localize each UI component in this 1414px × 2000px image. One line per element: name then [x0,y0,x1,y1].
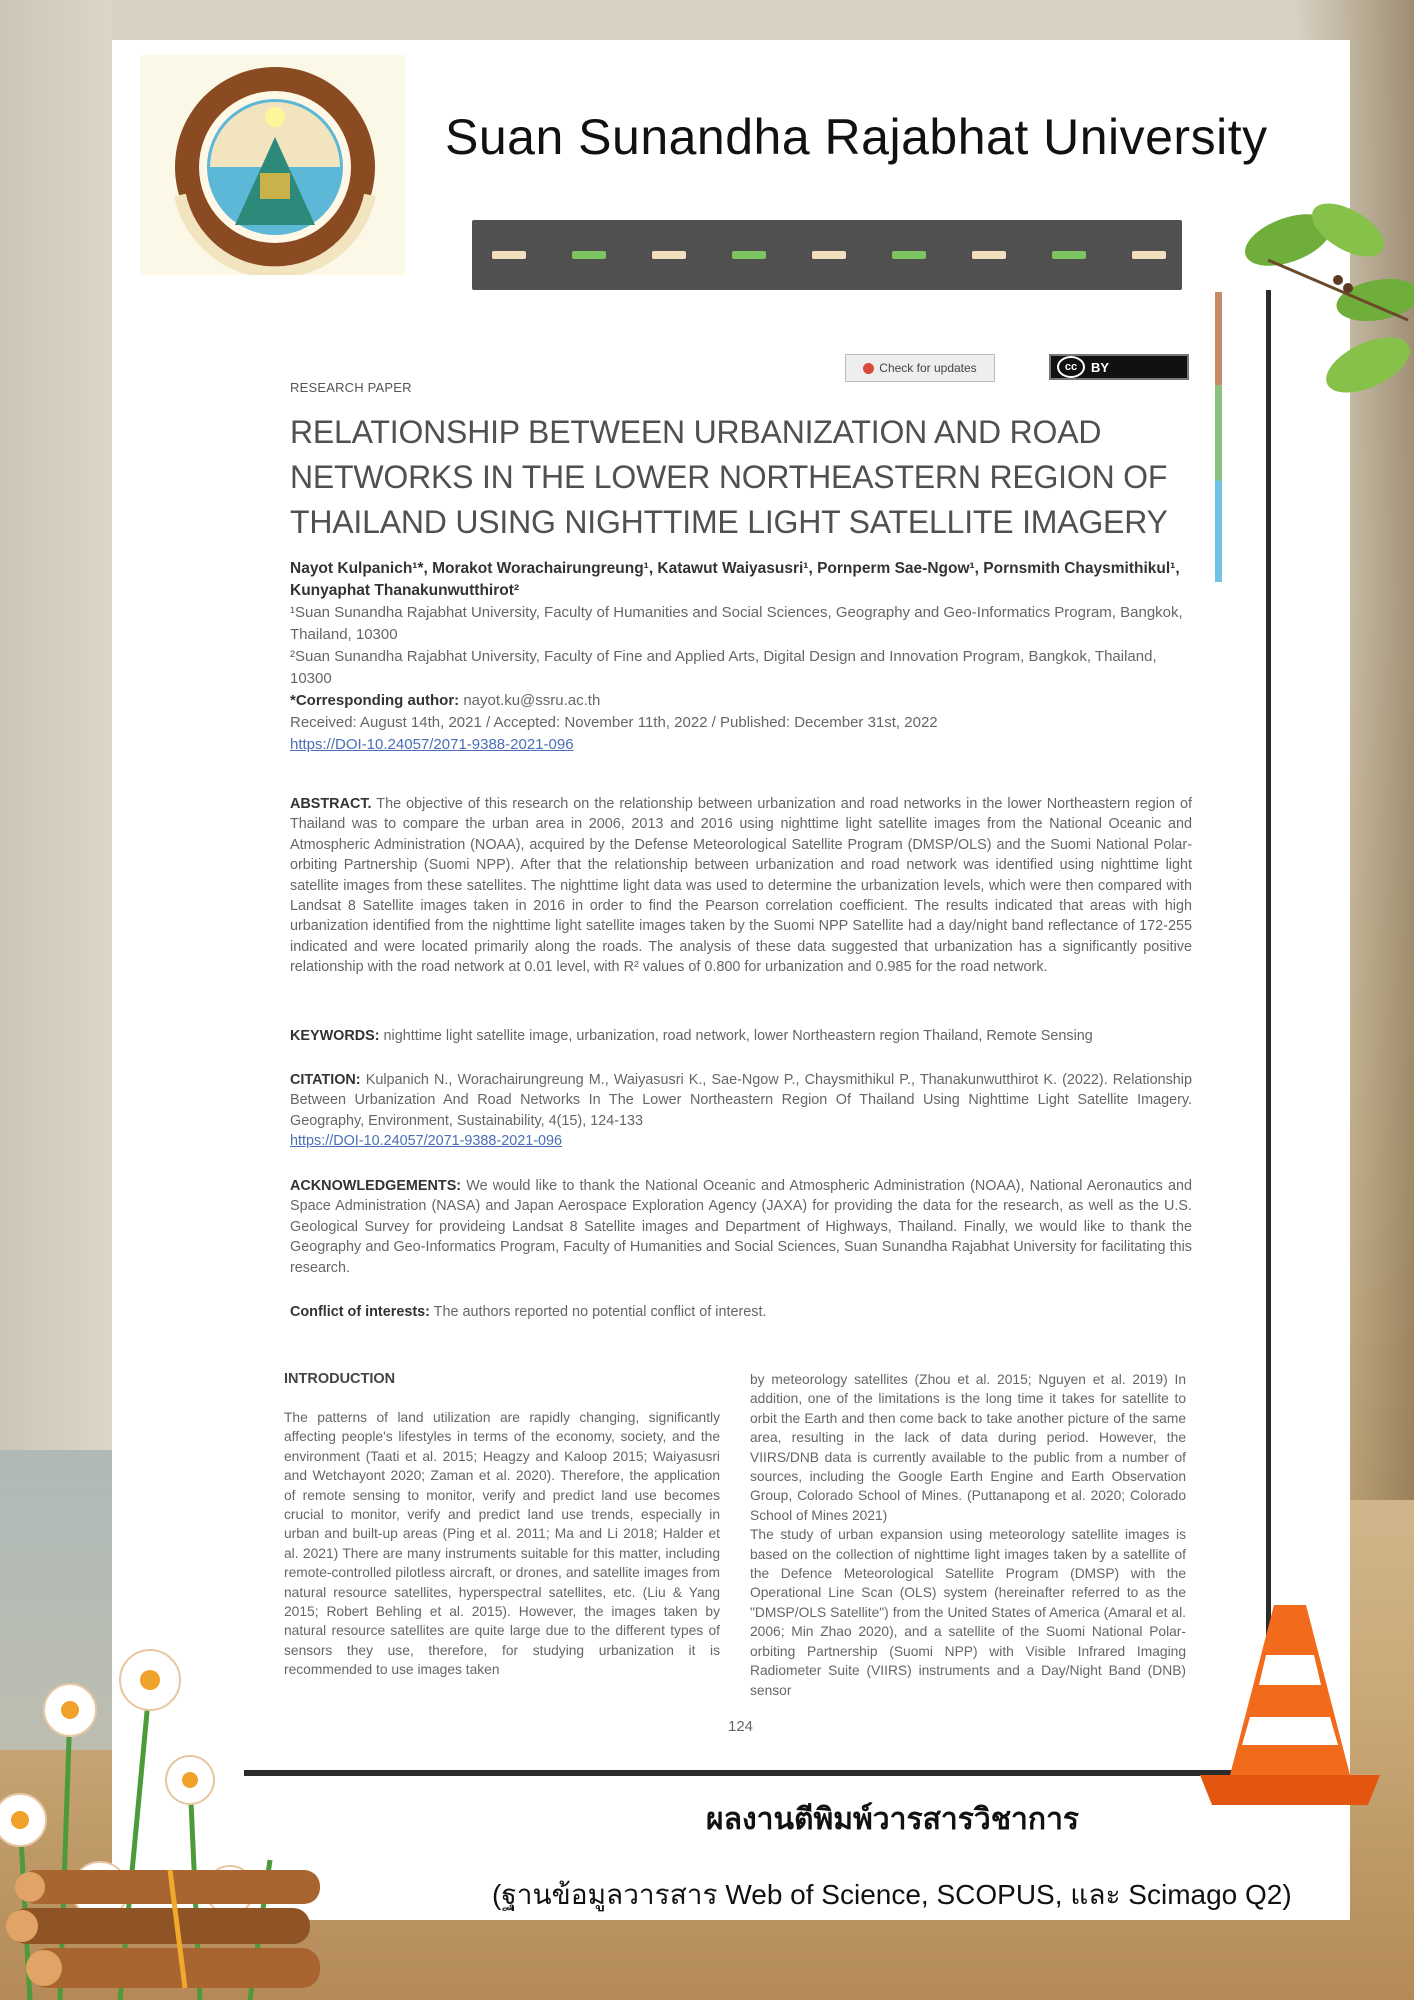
road-dash [652,251,686,259]
citation [290,1070,1192,1152]
ack-text: We would like to thank the National Oceanic and Atmospheric Administration (NOAA), National Aeronautics and Space Administration (NASA) and Japan Aerospace Exploration Agency (JAXA) for providing the data for the research, as well as the U.S. Geological Survey for provideing Landsat 8 Satellite images and Department of Highways, Thailand. Finally, we would like to thank the Geography and Geo-Informatics Program, Faculty of Humanities and Social Sciences, Suan Sunandha Rajabhat University for facilitating this research. [290,1178,1193,1276]
conflict-text: The authors reported no potential conflict of interest. [433,1304,767,1320]
traffic-cone-icon [1200,1605,1380,1810]
road-dash [1052,251,1086,259]
affiliation-1: ¹Suan Sunandha Rajabhat University, Faculty of Humanities and Social Sciences, Geography and Geo-Informatics Program, Bangkok, Thailand, 10300 [290,604,1183,643]
license-label: BY [1091,359,1110,375]
university-title: Suan Sunandha Rajabhat University [445,109,1268,165]
update-icon [863,363,874,374]
road-dash [732,251,766,259]
corresponding-label: *Corresponding author: [290,692,460,709]
introduction-column-right: by meteorology satellites (Zhou et al. 2015; Nguyen et al. 2019) In addition, one of the limitations is the long time it takes for satellite to orbit the Earth and then come back to take another picture of the same area, resulting in the lack of data during period. However, the VIIRS/DNB data is currently available to the public from a number of sources, including the Google Earth Engine and Earth Observation Group, Colorado School of Mines. (Puttanapong et al. 2020; Colorado School of Mines 2021) The study of urban expansion using meteorology satellite images is based on the collection of nighttime light images taken by a satellite of the Defence Meteorological Satellite Program (DMSP) with the Operational Line Scan (OLS) system (hereinafter referred to as the "DMSP/OLS Satellite") from the United States of America (Amaral et al. 2006; Min Zhao 2020), and a satellite of the Suomi National Polar-orbiting Partnership (Suomi NPP) with Visible Infrared Imaging Radiometer Suite (VIIRS) instruments and a Day/Night Band (DNB) sensor [750,1372,1186,1698]
corresponding-email: nayot.ku@ssru.ac.th [463,692,601,709]
keywords [290,1026,1192,1046]
keywords-text: nighttime light satellite image, urbanization, road network, lower Northeastern region Thailand, Remote Sensing [383,1028,1093,1044]
acknowledgements [290,1176,1192,1278]
frame-line-right [1266,290,1271,1776]
abstract [290,794,1192,978]
paper-authors: Nayot Kulpanich¹*, Morakot Worachairungreung¹, Katawut Waiyasusri¹, Pornperm Sae-Ngow¹, Pornsmith Chaysmithikul¹, Kunyaphat Thanakunwutthirot² [290,560,1180,599]
citation-doi-link[interactable]: https://DOI-10.24057/2071-9388-2021-096 [290,1133,563,1150]
introduction-column-left: The patterns of land utilization are rapidly changing, significantly affecting people's lifestyles in terms of the economy, society, and the environment (Taati et al. 2015; Heagzy and Kaloop 2015; Waiyasusri and Wetchayont 2020; Zaman et al. 2020). Therefore, the application of remote sensing to monitor, verify and predict land use becomes crucial to monitor, verify and predict land use trends, especially in urban and built-up areas (Ping et al. 2011; Ma and Li 2018; Halder et al. 2021) There are many instruments suitable for this matter, including remote-controlled pilotless aircraft, or drones, and satellite images from natural resource satellites, hyperspectral satellites, etc. (Liu & Yang 2015; Robert Behling et al. 2015). However, the images taken by natural resource satellites are quite large due to the different types of sensors they use, therefore, for studying urbanization it is recommended to use images taken [284,1410,720,1678]
frame-line-bottom [244,1770,1271,1776]
abstract-text: The objective of this research on the relationship between urbanization and road networks in the lower Northeastern region of Thailand was to compare the urban area in 2006, 2013 and 2016 using nighttime light satellite images from the National Oceanic and Atmospheric Administration (NOAA), acquired by the Defense Meteorological Satellite Program (DMSP/OLS) and the Suomi National Polar-orbiting Partnership (Suomi NPP). After that the relationship between urbanization and road network was identified using nighttime light satellite images from these satellites. The nighttime light data was used to determine the urbanization levels, which were then compared with Landsat 8 Satellite images taken in 2016 in order to find the Pearson correlation coefficient. The results indicated that areas with high urbanization identified from the nighttime light satellite images taken by the Suomi NPP Satellite had a day/night band reflectance of 172-255 indicated and were located primarily along the roads. The analysis of these data suggested that urbanization has a significantly positive relationship with the road network at 0.01 level, with R² values of 0.800 for urbanization and 0.985 for the road network. [290,796,1192,976]
geography-logo-icon [140,55,405,275]
leaves-icon [1228,200,1414,400]
road-dash [572,251,606,259]
paper-dates: Received: August 14th, 2021 / Accepted: November 11th, 2022 / Published: December 31st, 2022 [290,714,938,731]
road-dash [1132,251,1166,259]
cc-icon: cc [1057,356,1085,378]
abstract-label: ABSTRACT. [290,796,372,812]
footer-thai-title: ผลงานตีพิมพ์วารสารวิชาการ [706,1803,1080,1836]
background-painting-left [0,0,112,1450]
corresponding-author [290,690,1190,712]
road-graphic [472,220,1182,290]
road-dash [972,251,1006,259]
paper-type: RESEARCH PAPER [290,380,412,395]
doi-link[interactable]: https://DOI-10.24057/2071-9388-2021-096 [290,736,574,753]
road-dash [492,251,526,259]
keywords-label: KEYWORDS: [290,1028,380,1044]
road-dash [892,251,926,259]
page-number: 124 [728,1718,754,1735]
paper-title: RELATIONSHIP BETWEEN URBANIZATION AND ROAD NETWORKS IN THE LOWER NORTHEASTERN REGION OF THAILAND USING NIGHTTIME LIGHT SATELLITE IMAGERY [290,414,1168,540]
citation-text: Kulpanich N., Worachairungreung M., Waiyasusri K., Sae-Ngow P., Chaysmithikul P., Thanakunwutthirot K. (2022). Relationship Between Urbanization And Road Networks In The Lower Northeastern Region Of Thailand Using Nighttime Light Satellite Imagery. Geography, Environment, Sustainability, 4(15), 124-133 [290,1072,1192,1129]
affiliation-2: ²Suan Sunandha Rajabhat University, Faculty of Fine and Applied Arts, Digital Design and Innovation Program, Bangkok, Thailand, 10300 [290,648,1157,687]
citation-label: CITATION: [290,1072,361,1088]
conflict-of-interests [290,1302,1192,1322]
conflict-label: Conflict of interests: [290,1304,430,1320]
check-updates-label: Check for updates [879,361,977,375]
logs-icon [0,1860,330,2000]
ack-label: ACKNOWLEDGEMENTS: [290,1178,462,1194]
road-dash [812,251,846,259]
footer-databases: (ฐานข้อมูลวารสาร Web of Science, SCOPUS, และ Scimago Q2) [492,1879,1292,1910]
university-logo [140,55,405,275]
introduction-heading: INTRODUCTION [284,1371,396,1387]
check-updates-badge[interactable] [845,354,995,382]
accent-color-bar [1215,292,1222,582]
cc-license-badge[interactable] [1049,354,1189,380]
